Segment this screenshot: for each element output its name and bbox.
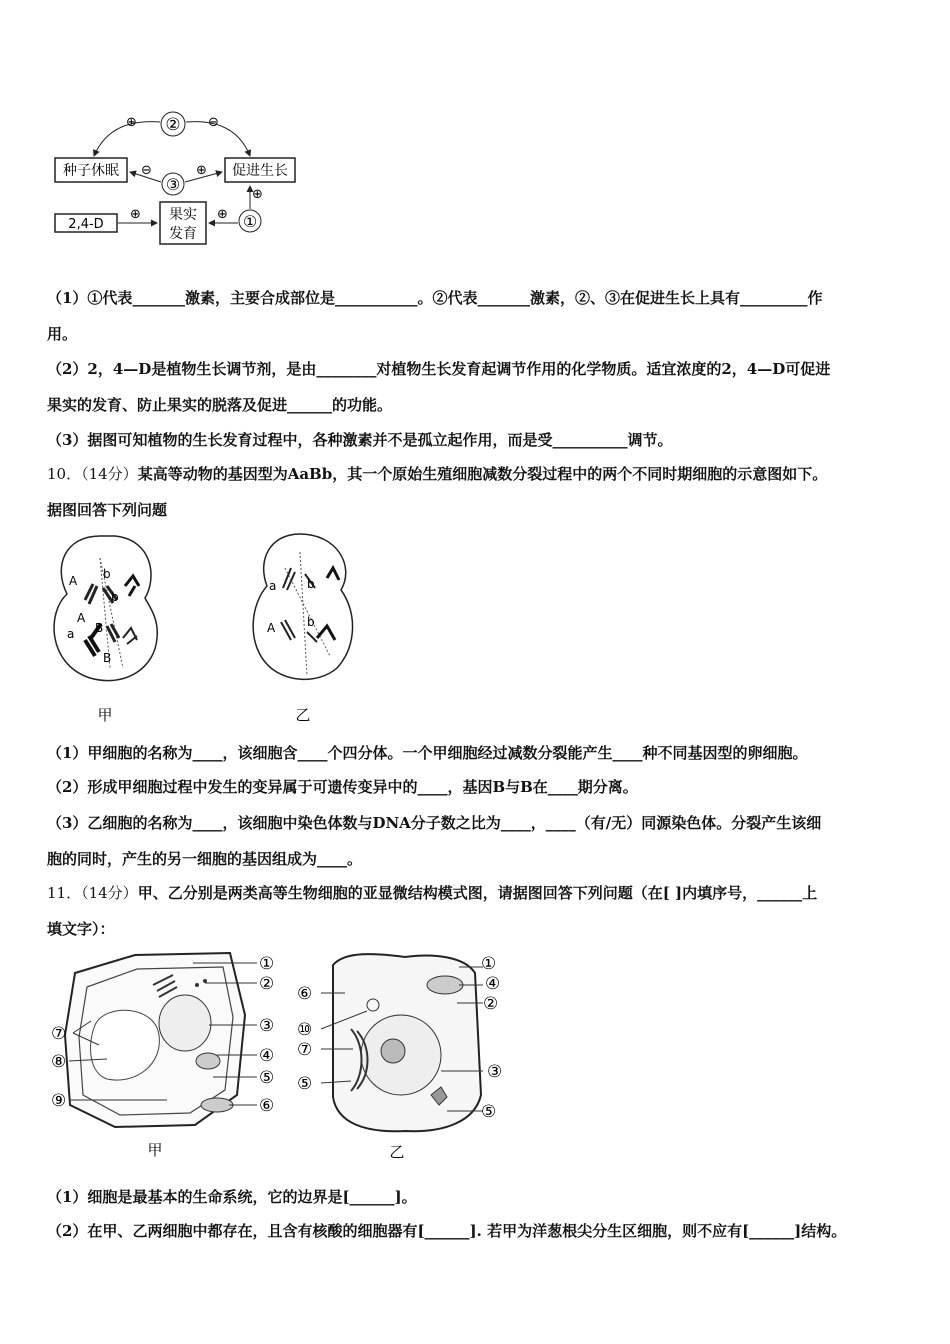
24d-label: 2,4-D: [68, 217, 104, 232]
q11-score: （14分）: [81, 884, 138, 902]
label-3: ③: [259, 1016, 275, 1036]
dormancy-label: 种子休眠: [63, 163, 119, 179]
circle-3-label: ③: [165, 175, 181, 194]
label-3: ③: [487, 1062, 503, 1082]
gene-label-A: A: [69, 574, 78, 588]
label-6: ⑥: [297, 984, 313, 1004]
q11-stem-text: 甲、乙分别是两类高等生物细胞的亚显微结构模式图，请据图回答下列问题（在[ ]内填序号，______上: [137, 884, 818, 902]
sign-minus-icon: ⊖: [208, 115, 219, 130]
cell-jia: [54, 536, 157, 724]
label-6: ⑥: [259, 1096, 275, 1116]
meiosis-cells-figure: [45, 528, 375, 726]
plant-cell: [51, 953, 274, 1159]
fruit-label-1: 果实: [169, 207, 197, 223]
q9-part1-b: 用。: [47, 325, 78, 343]
q10-score: （14分）: [81, 465, 138, 483]
fruit-label-2: 发育: [169, 226, 197, 242]
gene-label-A: A: [77, 611, 86, 625]
q11-stem-a: [47, 882, 817, 903]
label-10: ⑩: [297, 1020, 313, 1040]
label-1: ①: [259, 954, 275, 974]
hormone-diagram: [50, 108, 310, 250]
q9-part2-b: 果实的发育、防止果实的脱落及促进______的功能。: [47, 396, 393, 414]
q11-stem-b: 填文字）：: [47, 920, 115, 938]
cell-yi: [253, 534, 352, 724]
q9-part3: （3）据图可知植物的生长发育过程中，各种激素并不是孤立起作用，而是受__________调节。: [47, 431, 673, 449]
sign-plus-icon: ⊕: [217, 207, 228, 222]
growth-label: 促进生长: [232, 163, 288, 179]
q10-part3-b: 胞的同时，产生的另一细胞的基因组成为____。: [47, 850, 363, 868]
q11-part2: （2）在甲、乙两细胞中都存在，且含有核酸的细胞器有[______]. 若甲为洋葱根尖分生区细胞，则不应有[______]结构。: [47, 1222, 847, 1240]
animal-cell-label: 乙: [389, 1143, 405, 1161]
q11-number: 11．: [47, 884, 82, 902]
gene-label-b: b: [307, 615, 315, 629]
circle-2-label: ②: [165, 115, 181, 135]
label-1: ①: [481, 954, 497, 974]
label-2: ②: [483, 994, 499, 1014]
label-7: ⑦: [297, 1040, 313, 1060]
cell-structure-figure: [45, 945, 515, 1165]
label-4: ④: [485, 974, 501, 994]
gene-label-A: A: [267, 621, 276, 635]
q9-part2-a: （2）2，4—D是植物生长调节剂，是由________对植物生长发育起调节作用的化学物质。适宜浓度的2，4—D可促进: [47, 360, 831, 378]
q10-number: 10．: [47, 465, 82, 483]
sign-minus-icon: ⊖: [141, 163, 152, 178]
cell-yi-label: 乙: [295, 706, 311, 724]
q10-part3-a: （3）乙细胞的名称为____，该细胞中染色体数与DNA分子数之比为____，____（有/无）同源染色体。分裂产生该细: [47, 814, 822, 832]
plant-cell-label: 甲: [147, 1141, 163, 1159]
label-2: ②: [259, 974, 275, 994]
gene-label-b: b: [307, 577, 315, 591]
label-5: ⑤: [297, 1074, 313, 1094]
q10-stem-text: 某高等动物的基因型为AaBb，其一个原始生殖细胞减数分裂过程中的两个不同时期细胞的示意图如下。: [137, 465, 828, 483]
gene-label-b: b: [111, 590, 119, 604]
gene-label-b: b: [103, 567, 111, 581]
gene-label-B: B: [95, 621, 104, 635]
q11-part1: （1）细胞是最基本的生命系统，它的边界是[______]。: [47, 1188, 417, 1206]
animal-cell: [297, 954, 502, 1161]
label-5: ⑤: [259, 1068, 275, 1088]
sign-plus-icon: ⊕: [196, 163, 207, 178]
gene-label-B: B: [103, 651, 112, 665]
gene-label-a: a: [269, 579, 277, 593]
q10-stem-b: 据图回答下列问题: [47, 501, 168, 519]
cell-jia-label: 甲: [97, 706, 113, 724]
sign-plus-icon: ⊕: [252, 187, 263, 202]
q10-stem-a: [47, 463, 827, 484]
q10-part1: （1）甲细胞的名称为____，该细胞含____个四分体。一个甲细胞经过减数分裂能产生____种不同基因型的卵细胞。: [47, 744, 808, 762]
circle-1-label: ①: [242, 212, 258, 231]
label-8: ⑧: [51, 1052, 67, 1072]
label-4: ④: [259, 1046, 275, 1066]
label-5: ⑤: [481, 1102, 497, 1122]
sign-plus-icon: ⊕: [126, 115, 137, 130]
label-7: ⑦: [51, 1024, 67, 1044]
sign-plus-icon: ⊕: [130, 207, 141, 222]
q9-part1-a: （1）①代表_______激素，主要合成部位是___________。②代表_______激素，②、③在促进生长上具有_________作: [47, 289, 823, 307]
gene-label-a: a: [67, 627, 75, 641]
q10-part2: （2）形成甲细胞过程中发生的变异属于可遗传变异中的____，基因B与B在____期分离。: [47, 778, 638, 796]
label-9: ⑨: [51, 1091, 67, 1111]
